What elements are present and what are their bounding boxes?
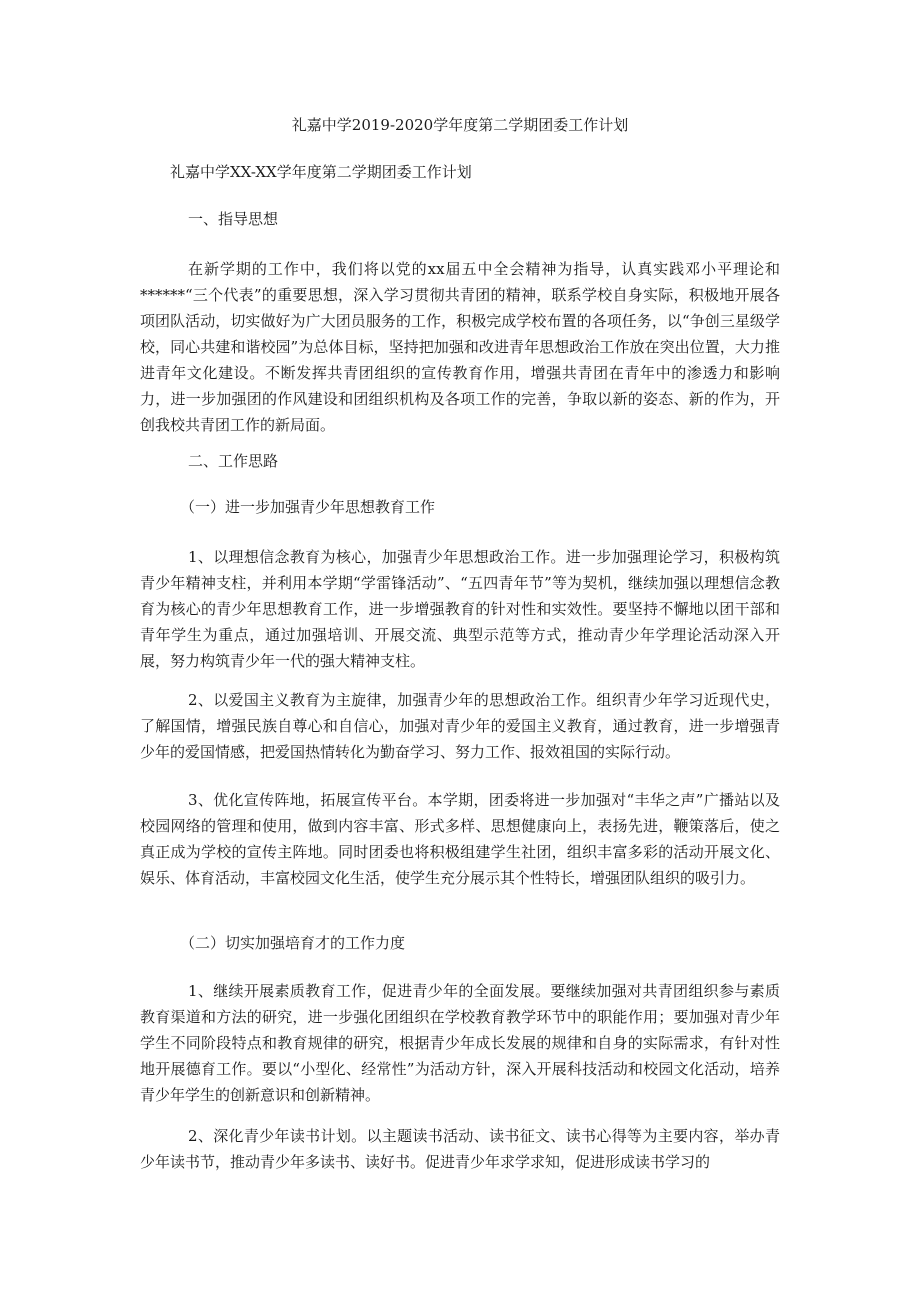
- paragraph-item-1-3: 3、优化宣传阵地，拓展宣传平台。本学期，团委将进一步加强对“丰华之声”广播站以及校园网络的管理和使用，做到内容丰富、形式多样、思想健康向上，表扬先进，鞭策落后，使之真正成为学校的宣传主阵地。同时团委也将积极组建学生社团，组织丰富多彩的活动开展文化、娱乐、体育活动，丰富校园文化生活，使学生充分展示其个性特长，增强团队组织的吸引力。: [140, 791, 780, 887]
- sub-heading-talent-cultivation: （二）切实加强培育才的工作力度: [180, 934, 406, 952]
- section-heading-work-approach: 二、工作思路: [188, 452, 279, 470]
- paragraph-item-2-2: 2、深化青少年读书计划。以主题读书活动、读书征文、读书心得等为主要内容，举办青少年读书节，推动青少年多读书、读好书。促进青少年求学求知，促进形成读书学习的: [140, 1127, 780, 1171]
- paragraph-item-1-1: 1、以理想信念教育为核心，加强青少年思想政治工作。进一步加强理论学习，积极构筑青少年精神支柱，并利用本学期“学雷锋活动”、“五四青年节”等为契机，继续加强以理想信念教育为核心的青少年思想教育工作，进一步增强教育的针对性和实效性。要坚持不懈地以团干部和青年学生为重点，通过加强培训、开展交流、典型示范等方式，推动青少年学理论活动深入开展，努力构筑青少年一代的强大精神支柱。: [140, 548, 780, 670]
- section-heading-guiding-ideology: 一、指导思想: [188, 210, 279, 228]
- paragraph-item-2-1: 1、继续开展素质教育工作，促进青少年的全面发展。要继续加强对共青团组织参与素质教育渠道和方法的研究，进一步强化团组织在学校教育教学环节中的职能作用；要加强对青少年学生不同阶段特点和教育规律的研究，根据青少年成长发展的规律和自身的实际需求，有针对性地开展德育工作。要以“小型化、经常性”为活动方针，深入开展科技活动和校园文化活动，培养青少年学生的创新意识和创新精神。: [140, 982, 780, 1104]
- paragraph-guiding-ideology: 在新学期的工作中，我们将以党的xx届五中全会精神为指导，认真实践邓小平理论和******“三个代表”的重要思想，深入学习贯彻共青团的精神，联系学校自身实际，积极地开展各项团队活动，切实做好为广大团员服务的工作，积极完成学校布置的各项任务，以“争创三星级学校，同心共建和谐校园”为总体目标，坚持把加强和改进青年思想政治工作放在突出位置，大力推进青年文化建设。不断发挥共青团组织的宣传教育作用，增强共青团在青年中的渗透力和影响力，进一步加强团的作风建设和团组织机构及各项工作的完善，争取以新的姿态、新的作为，开创我校共青团工作的新局面。: [140, 260, 780, 434]
- sub-heading-ideological-education: （一）进一步加强青少年思想教育工作: [180, 498, 436, 516]
- document-subtitle: 礼嘉中学XX-XX学年度第二学期团委工作计划: [170, 163, 472, 181]
- document-title: 礼嘉中学2019-2020学年度第二学期团委工作计划: [291, 116, 629, 134]
- paragraph-item-1-2: 2、以爱国主义教育为主旋律，加强青少年的思想政治工作。组织青少年学习近现代史，了解国情，增强民族自尊心和自信心，加强对青少年的爱国主义教育，通过教育，进一步增强青少年的爱国情感，把爱国热情转化为勤奋学习、努力工作、报效祖国的实际行动。: [140, 691, 780, 761]
